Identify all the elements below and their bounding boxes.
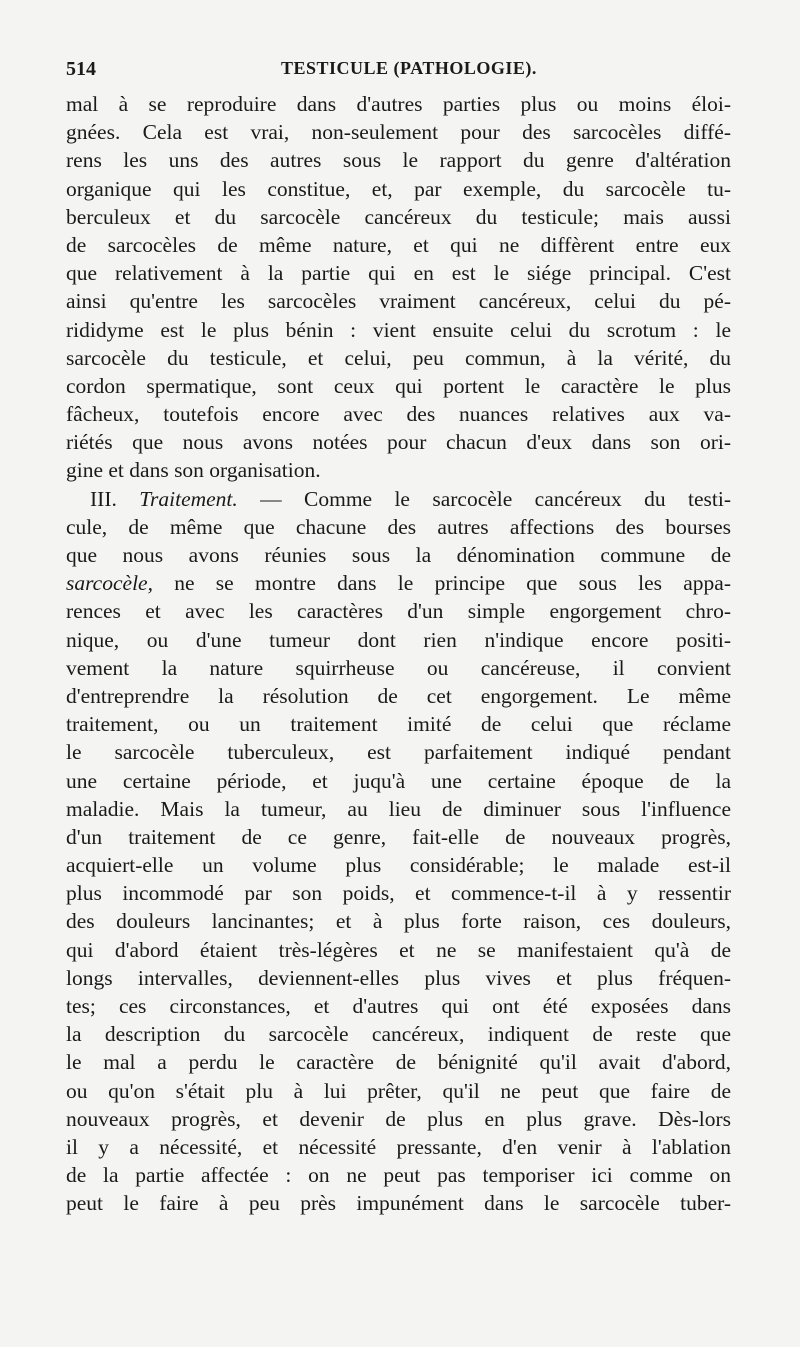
text-line-with-italic [66, 569, 731, 597]
text-line: d'entreprendre la résolution de cet engorgement. Le même [66, 683, 731, 708]
text-line: nouveaux progrès, et devenir de plus en plus grave. Dès-lors [66, 1106, 731, 1131]
section-lead-text: — Comme le sarcocèle cancéreux du testi- [260, 486, 732, 511]
text-line: plus incommodé par son poids, et commence-t-il à y ressentir [66, 881, 731, 906]
section-number: III. [90, 486, 117, 511]
text-line: le sarcocèle tuberculeux, est parfaitement indiqué pendant [66, 740, 731, 765]
section-title: Traitement. [139, 486, 238, 511]
text-line: que relativement à la partie qui en est le siége principal. C'est [66, 261, 731, 286]
text-line: d'un traitement de ce genre, fait-elle de nouveaux progrès, [66, 824, 731, 849]
text-line: tes; ces circonstances, et d'autres qui ont été exposées dans [66, 994, 731, 1018]
text-line: mal à se reproduire dans d'autres parties plus ou moins éloi- [66, 92, 731, 116]
text-line: nique, ou d'une tumeur dont rien n'indique encore positi- [66, 627, 731, 652]
text-line: berculeux et du sarcocèle cancéreux du testicule; mais aussi [66, 204, 731, 229]
running-title: TESTICULE (PATHOLOGIE). [281, 58, 537, 78]
text-line: le mal a perdu le caractère de bénignité qu'il avait d'abord, [66, 1050, 731, 1075]
text-line: traitement, ou un traitement imité de celui que réclame [66, 712, 731, 737]
text-line: gine et dans son organisation. [66, 458, 321, 483]
text-line: ou qu'on s'était plu à lui prêter, qu'il ne peut que faire de [66, 1078, 731, 1103]
text-line: ainsi qu'entre les sarcocèles vraiment cancéreux, celui du pé- [66, 289, 731, 314]
italic-term: sarcocèle, [66, 571, 153, 596]
text-line: la description du sarcocèle cancéreux, indiquent de reste que [66, 1022, 731, 1047]
text-line: fâcheux, toutefois encore avec des nuances relatives aux va- [66, 402, 731, 427]
text-line: peut le faire à peu près impunément dans le sarcocèle tuber- [66, 1191, 731, 1216]
text-line: une certaine période, et juqu'à une certaine époque de la [66, 768, 731, 793]
section-heading-line [66, 485, 731, 513]
text-segment: ne se montre dans le principe que sous les appa- [174, 571, 731, 596]
text-line: cule, de même que chacune des autres affections des bourses [66, 514, 731, 539]
text-line: des douleurs lancinantes; et à plus forte raison, ces douleurs, [66, 909, 731, 934]
text-line: que nous avons réunies sous la dénomination commune de [66, 543, 731, 567]
text-line: cordon spermatique, sont ceux qui portent le caractère le plus [66, 373, 731, 398]
page-number: 514 [66, 58, 96, 80]
running-head [66, 58, 731, 88]
body-text [66, 90, 731, 1218]
text-line: vement la nature squirrheuse ou cancéreuse, il convient [66, 655, 731, 680]
text-line: il y a nécessité, et nécessité pressante, d'en venir à l'ablation [66, 1134, 731, 1159]
text-line: gnées. Cela est vrai, non-seulement pour des sarcocèles diffé- [66, 120, 731, 145]
text-line: rens les uns des autres sous le rapport du genre d'altération [66, 148, 731, 173]
text-line: de sarcocèles de même nature, et qui ne diffèrent entre eux [66, 232, 731, 257]
text-line: rididyme est le plus bénin : vient ensuite celui du scrotum : le [66, 317, 731, 342]
text-line: qui d'abord étaient très-légères et ne se manifestaient qu'à de [66, 937, 731, 962]
text-line: sarcocèle du testicule, et celui, peu commun, à la vérité, du [66, 345, 731, 370]
text-line: maladie. Mais la tumeur, au lieu de diminuer sous l'influence [66, 796, 731, 821]
text-line: acquiert-elle un volume plus considérable; le malade est-il [66, 853, 731, 878]
text-line: rences et avec les caractères d'un simple engorgement chro- [66, 599, 731, 624]
text-line: longs intervalles, deviennent-elles plus vives et plus fréquen- [66, 965, 731, 990]
text-line: de la partie affectée : on ne peut pas temporiser ici comme on [66, 1163, 731, 1188]
text-line: organique qui les constitue, et, par exemple, du sarcocèle tu- [66, 176, 731, 201]
text-line: riétés que nous avons notées pour chacun d'eux dans son ori- [66, 430, 731, 455]
